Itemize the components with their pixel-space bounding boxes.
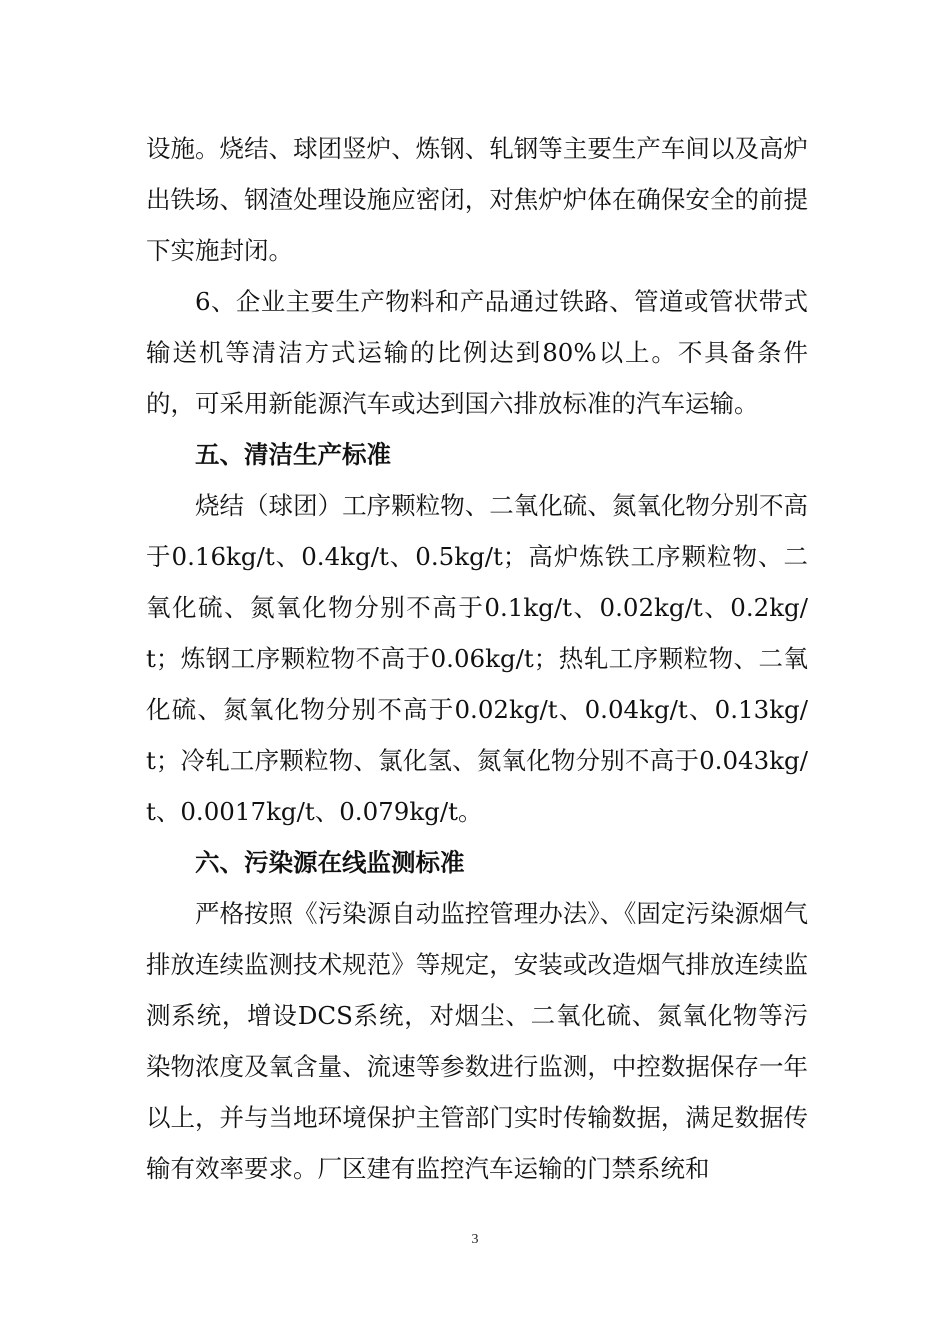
page-number: 3 [471,1232,479,1247]
paragraph-2: 6、企业主要生产物料和产品通过铁路、管道或管状带式输送机等清洁方式运输的比例达到80%以上。不具备条件的，可采用新能源汽车或达到国六排放标准的汽车运输。 [146,287,808,418]
paragraph-3: 烧结（球团）工序颗粒物、二氧化硫、氮氧化物分别不高于0.16kg/t、0.4kg/t、0.5kg/t；高炉炼铁工序颗粒物、二氧化硫、氮氧化物分别不高于0.1kg/t、0.02kg/t、0.2kg/t；炼钢工序颗粒物不高于0.06kg/t；热轧工序颗粒物、二氧化硫、氮氧化物分别不高于0.02kg/t、0.04kg/t、0.13kg/t；冷轧工序颗粒物、氯化氢、氮氧化物分别不高于0.043kg/t、0.0017kg/t、0.079kg/t。 [146,491,808,826]
section-heading-5: 五、清洁生产标准 [195,440,391,469]
section-heading-6: 六、污染源在线监测标准 [195,848,465,877]
paragraph-4: 严格按照《污染源自动监控管理办法》、《固定污染源烟气排放连续监测技术规范》等规定，安装或改造烟气排放连续监测系统，增设DCS系统，对烟尘、二氧化硫、氮氧化物等污染物浓度及氧含量、流速等参数进行监测，中控数据保存一年以上，并与当地环境保护主管部门实时传输数据，满足数据传输有效率要求。厂区建有监控汽车运输的门禁系统和 [146,899,808,1183]
document-body [146,123,808,1194]
paragraph-1: 设施。烧结、球团竖炉、炼钢、轧钢等主要生产车间以及高炉出铁场、钢渣处理设施应密闭，对焦炉炉体在确保安全的前提下实施封闭。 [146,134,808,265]
